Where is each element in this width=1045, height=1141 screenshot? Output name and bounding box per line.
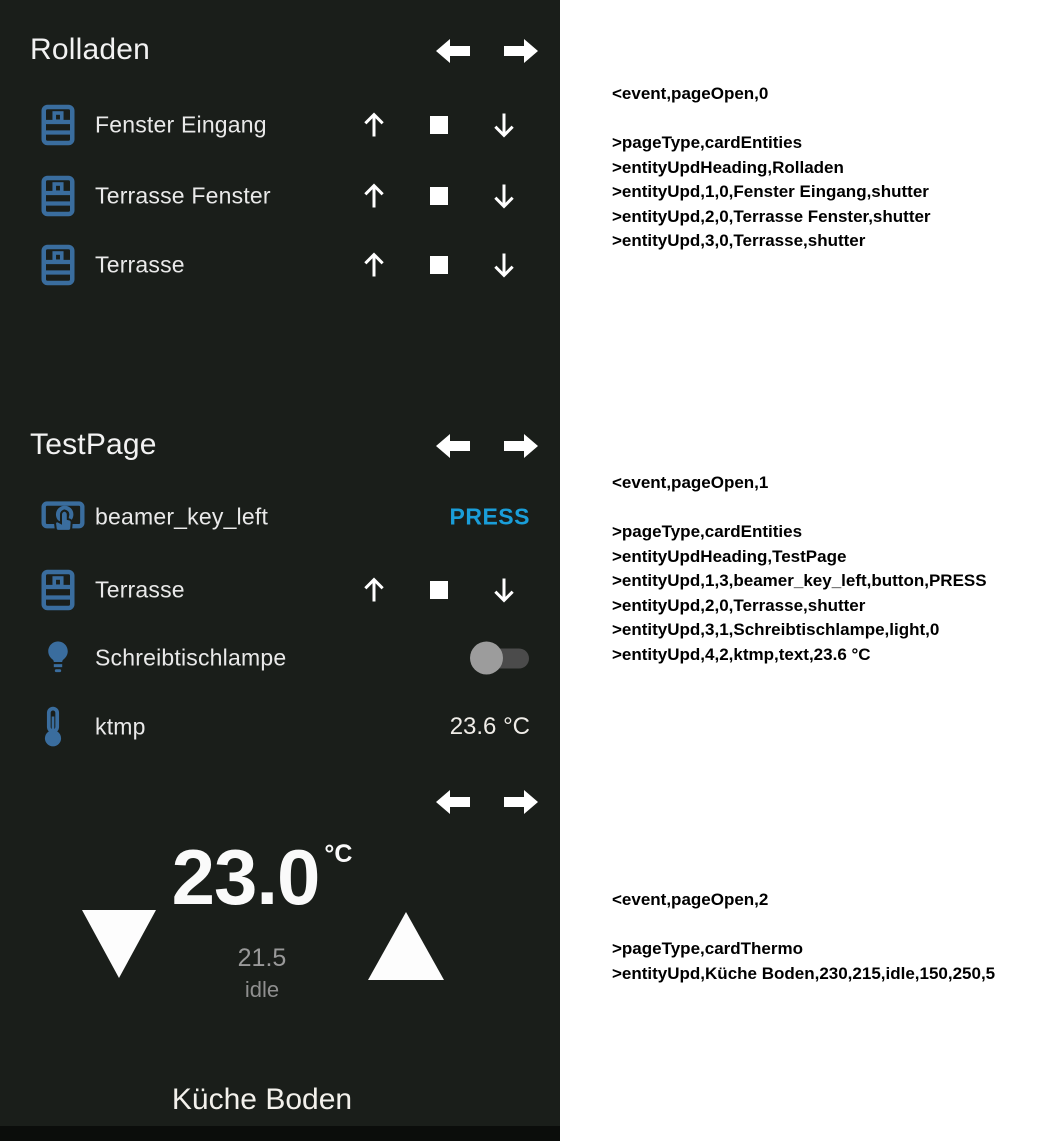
stop-icon [430, 581, 448, 599]
arrow-left-icon [436, 804, 470, 821]
display-bottom-bezel [0, 1126, 560, 1141]
thermo-title: Küche Boden [171, 1083, 353, 1116]
page-heading: TestPage [30, 428, 157, 461]
nav-prev-button[interactable] [436, 431, 470, 461]
nav-next-button[interactable] [504, 36, 538, 66]
entity-label: Terrasse [95, 576, 185, 603]
nav-prev-button[interactable] [436, 36, 470, 66]
log-event-line: <event,pageOpen,1 [612, 473, 769, 492]
entity-row [0, 555, 560, 625]
entity-row [0, 692, 560, 762]
gesture-tap-button-icon [40, 495, 86, 539]
toggle-knob [470, 642, 503, 675]
hvac-state: idle [244, 977, 280, 1002]
current-temperature [0, 833, 524, 921]
entity-label: ktmp [95, 713, 146, 740]
shutter-icon [40, 174, 86, 218]
log-line: >entityUpd,2,0,Terrasse,shutter [612, 595, 866, 615]
stop-icon [430, 116, 448, 134]
nav-next-button[interactable] [504, 787, 538, 817]
entity-row [0, 230, 560, 300]
entity-row [0, 482, 560, 552]
entity-label: Schreibtischlampe [95, 644, 287, 671]
light-toggle[interactable] [470, 642, 530, 675]
log-line: >entityUpd,4,2,ktmp,text,23.6 °C [612, 644, 871, 664]
nav-prev-button[interactable] [436, 787, 470, 817]
shutter-stop-button[interactable] [421, 247, 457, 283]
shutter-icon [40, 103, 86, 147]
entity-label: Terrasse [95, 251, 185, 278]
shutter-up-button[interactable] [356, 178, 392, 214]
shutter-icon [40, 568, 86, 612]
arrow-right-icon [504, 804, 538, 821]
current-temp-value: 23.0 [171, 833, 320, 921]
stop-icon [430, 187, 448, 205]
page-heading: Rolladen [30, 33, 151, 66]
log-line: >pageType,cardThermo [612, 939, 803, 958]
shutter-stop-button[interactable] [421, 107, 457, 143]
log-line: >entityUpd,2,0,Terrasse Fenster,shutter [612, 206, 931, 226]
entity-label: Terrasse Fenster [95, 182, 271, 209]
shutter-up-button[interactable] [356, 107, 392, 143]
log-line: >entityUpd,1,0,Fenster Eingang,shutter [612, 182, 929, 201]
temperature-value: 23.6 °C [449, 713, 530, 740]
lightbulb-icon [40, 636, 86, 680]
serial-log-block-2 [612, 471, 1042, 667]
log-line: >entityUpdHeading,TestPage [612, 546, 847, 566]
log-line: >entityUpdHeading,Rolladen [612, 157, 844, 177]
log-line: >pageType,cardEntities [612, 522, 803, 541]
shutter-up-button[interactable] [356, 247, 392, 283]
press-button[interactable]: PRESS [449, 503, 530, 530]
shutter-down-button[interactable] [486, 247, 522, 283]
log-line: >entityUpd,1,3,beamer_key_left,button,PRESS [612, 571, 987, 590]
shutter-stop-button[interactable] [421, 178, 457, 214]
arrow-right-icon [504, 448, 538, 465]
log-line: >entityUpd,Küche Boden,230,215,idle,150,250,5 [612, 963, 996, 983]
stop-icon [430, 256, 448, 274]
arrow-left-icon [436, 448, 470, 465]
serial-log-block-1 [612, 82, 1042, 254]
arrow-right-icon [504, 53, 538, 70]
serial-log-block-3 [612, 888, 1042, 986]
entity-label: Fenster Eingang [95, 111, 267, 138]
temp-unit: °C [324, 840, 353, 868]
log-line: >entityUpd,3,1,Schreibtischlampe,light,0 [612, 620, 940, 639]
log-event-line: <event,pageOpen,2 [612, 890, 769, 909]
entity-row [0, 623, 560, 693]
entity-label: beamer_key_left [95, 503, 269, 530]
shutter-down-button[interactable] [486, 107, 522, 143]
shutter-icon [40, 243, 86, 287]
nav-next-button[interactable] [504, 431, 538, 461]
thermometer-icon [40, 705, 86, 749]
arrow-left-icon [436, 53, 470, 70]
shutter-stop-button[interactable] [421, 572, 457, 608]
shutter-down-button[interactable] [486, 572, 522, 608]
entity-row [0, 161, 560, 231]
shutter-up-button[interactable] [356, 572, 392, 608]
log-event-line: <event,pageOpen,0 [612, 84, 769, 103]
log-line: >pageType,cardEntities [612, 133, 803, 152]
setpoint-value: 21.5 [237, 944, 287, 972]
entity-row [0, 90, 560, 160]
shutter-down-button[interactable] [486, 178, 522, 214]
log-line: >entityUpd,3,0,Terrasse,shutter [612, 231, 866, 250]
